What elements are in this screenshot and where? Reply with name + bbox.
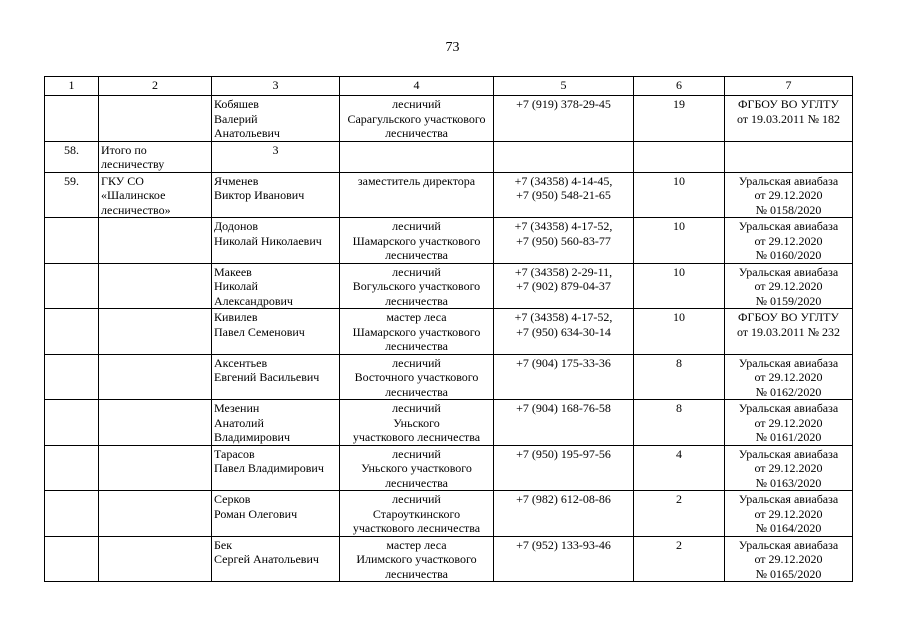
education-line: от 29.12.2020	[754, 415, 823, 430]
phone-cell	[494, 309, 634, 355]
header-cell-5: 5	[494, 77, 634, 96]
position-line: лесничий	[392, 97, 441, 111]
phone-line: +7 (34358) 4-17-52,	[514, 310, 613, 324]
row-number-cell	[45, 400, 99, 446]
table-row	[45, 141, 853, 172]
education-line: от 29.12.2020	[754, 279, 823, 293]
experience-value: 8	[676, 401, 682, 415]
row-number-cell	[45, 96, 99, 142]
position-cell	[340, 263, 494, 309]
person-name-cell	[212, 172, 340, 218]
education-line: ФГБОУ ВО УГЛТУ	[738, 310, 839, 324]
table-row	[45, 354, 853, 400]
education-line: от 29.12.2020	[754, 506, 823, 521]
experience-cell	[634, 218, 725, 264]
person-name-cell	[212, 491, 340, 537]
header-cell-6: 6	[634, 77, 725, 96]
position-cell	[340, 141, 494, 172]
position-cell	[340, 536, 494, 582]
row-number-cell	[45, 491, 99, 537]
education-cell	[725, 172, 853, 218]
table-body	[45, 77, 853, 582]
row-number-cell	[45, 536, 99, 582]
table-row	[45, 536, 853, 582]
page-number: 73	[445, 40, 460, 55]
education-line: № 0158/2020	[755, 202, 822, 217]
position-line: Восточного участкового	[354, 370, 479, 384]
education-cell	[725, 445, 853, 491]
person-name-line: Бек	[214, 537, 233, 552]
organization-cell	[99, 445, 212, 491]
person-name-line: Николай Николаевич	[214, 233, 322, 248]
phone-line: +7 (950) 195-97-56	[516, 446, 611, 461]
experience-value: 10	[673, 264, 685, 279]
education-cell	[725, 491, 853, 537]
person-name-line: Анатольевич	[214, 126, 280, 140]
position-line: лесничества	[385, 384, 448, 399]
phone-cell	[494, 218, 634, 264]
phone-cell	[494, 491, 634, 537]
education-cell	[725, 96, 853, 142]
experience-cell	[634, 445, 725, 491]
education-line: Уральская авиабаза	[738, 492, 839, 506]
education-line: Уральская авиабаза	[738, 401, 839, 415]
experience-cell	[634, 309, 725, 355]
experience-cell	[634, 172, 725, 218]
phone-cell	[494, 141, 634, 172]
phone-line: +7 (34358) 2-29-11,	[514, 264, 613, 279]
person-name-line: Николай	[214, 279, 258, 293]
position-line: Шамарского участкового	[352, 324, 481, 339]
position-line: лесничий	[392, 355, 441, 370]
person-name-line: Мезенин	[214, 401, 260, 415]
position-line: лесничий	[392, 446, 441, 461]
education-line: Уральская авиабаза	[738, 446, 839, 461]
organization-cell	[99, 309, 212, 355]
education-line: от 19.03.2011 № 232	[736, 324, 841, 339]
header-cell-3: 3	[212, 77, 340, 96]
education-line: от 29.12.2020	[754, 461, 823, 475]
row-number-value: 59.	[64, 173, 79, 188]
position-line: Шамарского участкового	[352, 233, 481, 248]
experience-value: 2	[676, 492, 682, 506]
education-line: от 19.03.2011 № 182	[736, 111, 841, 126]
position-cell	[340, 96, 494, 142]
experience-value: 19	[673, 97, 685, 111]
education-line: Уральская авиабаза	[738, 219, 839, 233]
position-line: лесничества	[385, 566, 448, 581]
position-cell	[340, 309, 494, 355]
position-line: мастер леса	[386, 310, 447, 324]
experience-cell	[634, 96, 725, 142]
row-number-cell	[45, 218, 99, 264]
person-name-line: Виктор Иванович	[214, 188, 305, 202]
person-name-line: Валерий	[214, 111, 258, 126]
phone-cell	[494, 445, 634, 491]
phone-line: +7 (952) 133-93-46	[516, 537, 611, 552]
table-row	[45, 400, 853, 446]
person-name-line: Анатолий	[214, 415, 264, 430]
table-row	[45, 172, 853, 218]
organization-cell	[99, 491, 212, 537]
header-cell-1: 1	[45, 77, 99, 96]
position-line: Илимского участкового	[356, 552, 477, 566]
position-line: мастер леса	[386, 537, 447, 552]
education-line: от 29.12.2020	[754, 370, 823, 384]
header-cell-7: 7	[725, 77, 853, 96]
row-number-cell	[45, 354, 99, 400]
organization-cell	[99, 96, 212, 142]
person-name-line: Владимирович	[214, 430, 290, 444]
person-name-cell	[212, 309, 340, 355]
position-line: участкового лесничества	[352, 430, 481, 444]
person-name-cell	[212, 536, 340, 582]
position-cell	[340, 172, 494, 218]
position-line: лесничий	[392, 264, 441, 279]
header-cell-2: 2	[99, 77, 212, 96]
position-line: Староуткинского	[372, 506, 461, 521]
row-number-cell	[45, 309, 99, 355]
education-line: от 29.12.2020	[754, 188, 823, 202]
phone-line: +7 (950) 560-83-77	[516, 233, 611, 248]
experience-cell	[634, 536, 725, 582]
education-line: Уральская авиабаза	[738, 355, 839, 370]
education-line: № 0160/2020	[755, 248, 822, 262]
organization-line: ГКУ СО	[101, 173, 144, 188]
person-name-cell	[212, 263, 340, 309]
phone-line: +7 (982) 612-08-86	[516, 492, 611, 506]
phone-line: +7 (34358) 4-14-45,	[514, 173, 613, 188]
person-name-line: Павел Владимирович	[214, 461, 324, 475]
organization-cell	[99, 218, 212, 264]
experience-value: 4	[676, 446, 682, 461]
header-cell-4: 4	[340, 77, 494, 96]
person-name-cell	[212, 354, 340, 400]
education-line: от 29.12.2020	[754, 552, 823, 566]
position-cell	[340, 218, 494, 264]
person-name-line: Додонов	[214, 219, 259, 233]
phone-line: +7 (950) 548-21-65	[516, 188, 611, 202]
phone-line: +7 (904) 168-76-58	[516, 401, 611, 415]
position-line: Уньского участкового	[361, 461, 472, 475]
education-line: Уральская авиабаза	[738, 264, 839, 279]
experience-value: 10	[673, 310, 685, 324]
phone-line: +7 (34358) 4-17-52,	[514, 219, 613, 233]
person-name-line: Евгений Васильевич	[214, 370, 320, 384]
education-line: ФГБОУ ВО УГЛТУ	[738, 97, 839, 111]
education-cell	[725, 354, 853, 400]
experience-cell	[634, 491, 725, 537]
phone-cell	[494, 400, 634, 446]
header-row	[45, 77, 853, 96]
organization-line: лесничеству	[101, 157, 165, 171]
phone-cell	[494, 96, 634, 142]
education-line: № 0163/2020	[755, 475, 822, 490]
person-name-line: Павел Семенович	[214, 324, 305, 339]
staff-table	[44, 76, 853, 582]
education-line: № 0162/2020	[755, 384, 822, 399]
person-name-line: Александрович	[214, 293, 293, 308]
education-cell	[725, 263, 853, 309]
phone-line: +7 (919) 378-29-45	[516, 97, 611, 111]
person-name-cell	[212, 96, 340, 142]
education-line: № 0159/2020	[755, 293, 822, 308]
position-cell	[340, 445, 494, 491]
education-line: от 29.12.2020	[754, 233, 823, 248]
experience-value: 10	[673, 173, 685, 188]
organization-line: «Шалинское	[101, 188, 166, 202]
phone-cell	[494, 263, 634, 309]
position-line: лесничий	[392, 219, 441, 233]
person-name-cell	[212, 218, 340, 264]
organization-cell	[99, 172, 212, 218]
person-name-line: Ячменев	[214, 173, 259, 188]
table-row	[45, 445, 853, 491]
education-cell	[725, 536, 853, 582]
person-name-line: Кобяшев	[214, 97, 259, 111]
organization-cell	[99, 263, 212, 309]
education-line: № 0165/2020	[755, 566, 822, 581]
person-name-line: Макеев	[214, 264, 252, 279]
education-cell	[725, 309, 853, 355]
experience-value: 10	[673, 219, 685, 233]
position-line: участкового лесничества	[352, 521, 481, 535]
person-name-line: Сергей Анатольевич	[214, 552, 319, 566]
person-name-line: Роман Олегович	[214, 506, 298, 521]
position-line: лесничества	[385, 475, 448, 490]
organization-cell	[99, 400, 212, 446]
table-row	[45, 491, 853, 537]
position-line: лесничества	[385, 248, 448, 262]
position-line: Уньского	[393, 415, 440, 430]
experience-value: 8	[676, 355, 682, 370]
experience-cell	[634, 354, 725, 400]
table-row	[45, 309, 853, 355]
education-cell	[725, 141, 853, 172]
organization-cell	[99, 141, 212, 172]
education-cell	[725, 218, 853, 264]
row-number-cell	[45, 445, 99, 491]
organization-cell	[99, 536, 212, 582]
phone-line: +7 (904) 175-33-36	[516, 355, 611, 370]
row-number-cell	[45, 263, 99, 309]
person-name-line: Тарасов	[214, 446, 255, 461]
position-line: лесничий	[392, 492, 441, 506]
position-line: заместитель директора	[357, 173, 476, 188]
experience-value: 2	[676, 537, 682, 552]
person-name-cell	[212, 141, 340, 172]
phone-cell	[494, 172, 634, 218]
organization-line: лесничество»	[101, 202, 171, 217]
experience-cell	[634, 400, 725, 446]
person-name-line: Аксентьев	[214, 355, 268, 370]
person-name-line: 3	[272, 142, 279, 157]
position-line: лесничества	[385, 339, 448, 353]
phone-cell	[494, 354, 634, 400]
education-line: Уральская авиабаза	[738, 173, 839, 188]
education-line: № 0161/2020	[755, 430, 822, 444]
position-line: лесничества	[385, 126, 448, 140]
experience-cell	[634, 263, 725, 309]
person-name-cell	[212, 400, 340, 446]
phone-line: +7 (950) 634-30-14	[516, 324, 611, 339]
education-cell	[725, 400, 853, 446]
education-line: № 0164/2020	[755, 521, 822, 535]
position-cell	[340, 354, 494, 400]
table-row	[45, 96, 853, 142]
position-cell	[340, 400, 494, 446]
row-number-value: 58.	[64, 142, 79, 157]
education-line: Уральская авиабаза	[738, 537, 839, 552]
person-name-line: Кивилев	[214, 310, 258, 324]
phone-line: +7 (902) 879-04-37	[516, 279, 611, 293]
position-line: лесничий	[392, 401, 441, 415]
person-name-line: Серков	[214, 492, 251, 506]
position-line: Сарагульского участкового	[347, 111, 486, 126]
person-name-cell	[212, 445, 340, 491]
organization-cell	[99, 354, 212, 400]
table-row	[45, 218, 853, 264]
position-line: Вогульского участкового	[352, 279, 481, 293]
phone-cell	[494, 536, 634, 582]
row-number-cell	[45, 141, 99, 172]
position-cell	[340, 491, 494, 537]
position-line: лесничества	[385, 293, 448, 308]
organization-line: Итого по	[101, 142, 147, 157]
table-row	[45, 263, 853, 309]
row-number-cell	[45, 172, 99, 218]
experience-cell	[634, 141, 725, 172]
